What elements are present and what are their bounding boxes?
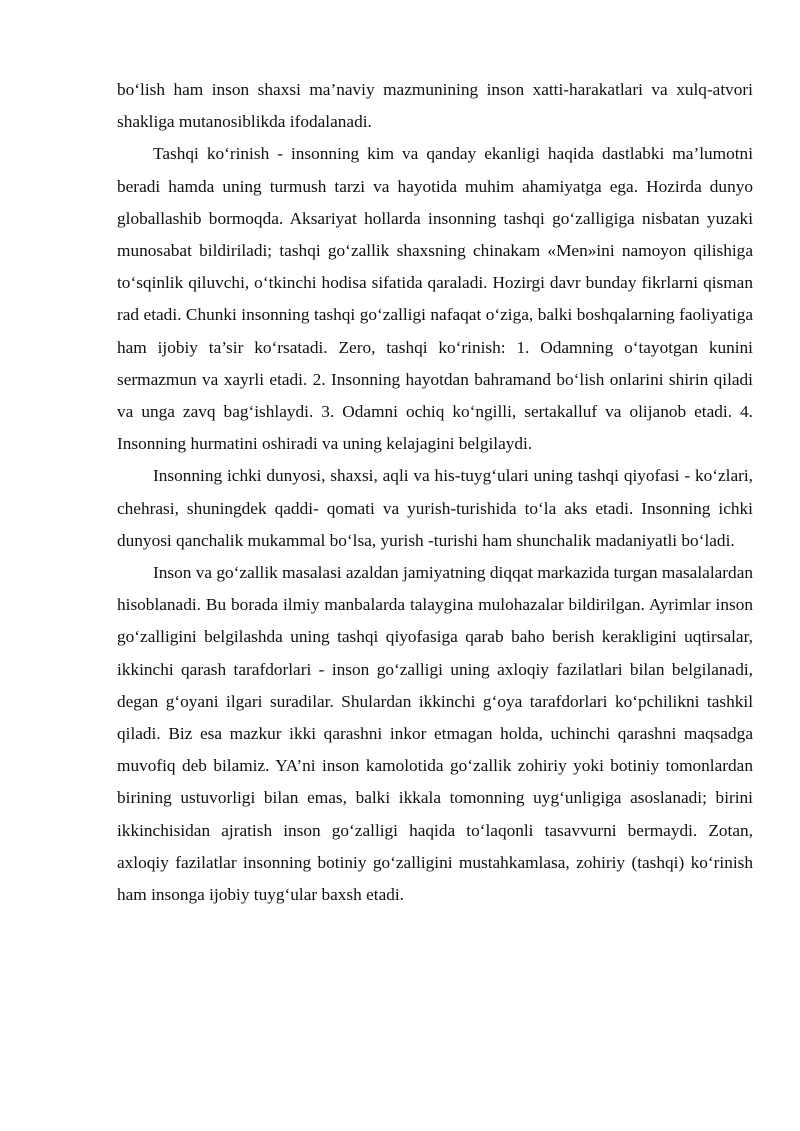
document-page: [117, 74, 753, 911]
paragraph-continuation: bo‘lish ham inson shaxsi ma’naviy mazmunining inson xatti-harakatlari va xulq-atvori shakliga mutanosiblikda ifodalanadi.: [117, 80, 753, 132]
paragraph-inner-world: Insonning ichki dunyosi, shaxsi, aqli va his-tuyg‘ulari uning tashqi qiyofasi - ko‘zlari, chehrasi, shuningdek qaddi- qomati va yurish-turishida to‘la aks etadi. Insonning ichki dunyosi qanchalik mukammal bo‘lsa, yurish -turishi ham shunchalik madaniyatli bo‘ladi.: [117, 466, 753, 550]
paragraph-appearance: Tashqi ko‘rinish - insonning kim va qanday ekanligi haqida dastlabki ma’lumotni beradi hamda uning turmush tarzi va hayotida muhim ahamiyatga ega. Hozirda dunyo globallashib bormoqda. Aksariyat hollarda insonning tashqi go‘zalligiga nisbatan yuzaki munosabat bildiriladi; tashqi go‘zallik shaxsning chinakam «Men»ini namoyon qilishiga to‘sqinlik qiluvchi, o‘tkinchi hodisa sifatida qaraladi. Hozirgi davr bunday fikrlarni qisman rad etadi. Chunki insonning tashqi go‘zalligi nafaqat o‘ziga, balki boshqalarning faoliyatiga ham ijobiy ta’sir ko‘rsatadi. Zero, tashqi ko‘rinish: 1. Odamning o‘tayotgan kunini sermazmun va xayrli etadi. 2. Insonning hayotdan bahramand bo‘lish onlarini shirin qiladi va unga zavq bag‘ishlaydi. 3. Odamni ochiq ko‘ngilli, sertakalluf va olijanob etadi. 4. Insonning hurmatini oshiradi va uning kelajagini belgilaydi.: [117, 144, 753, 454]
paragraph-beauty: Inson va go‘zallik masalasi azaldan jamiyatning diqqat markazida turgan masalalardan hisoblanadi. Bu borada ilmiy manbalarda talaygina mulohazalar bildirilgan. Ayrimlar inson go‘zalligini belgilashda uning tashqi qiyofasiga qarab baho berish kerakligini uqtirsalar, ikkinchi qarash tarafdorlari - inson go‘zalligi uning axloqiy fazilatlari bilan belgilanadi, degan g‘oyani ilgari suradilar. Shulardan ikkinchi g‘oya tarafdorlari ko‘pchilikni tashkil qiladi. Biz esa mazkur ikki qarashni inkor etmagan holda, uchinchi qarashni maqsadga muvofiq deb bilamiz. YA’ni inson kamolotida go‘zallik zohiriy yoki botiniy tomonlardan birining ustuvorligi bilan emas, balki ikkala tomonning uyg‘unligiga asoslanadi; birini ikkinchisidan ajratish inson go‘zalligi haqida to‘laqonli tasavvurni bermaydi. Zotan, axloqiy fazilatlar insonning botiniy go‘zalligini mustahkamlasa, zohiriy (tashqi) ko‘rinish ham insonga ijobiy tuyg‘ular baxsh etadi.: [117, 563, 753, 905]
